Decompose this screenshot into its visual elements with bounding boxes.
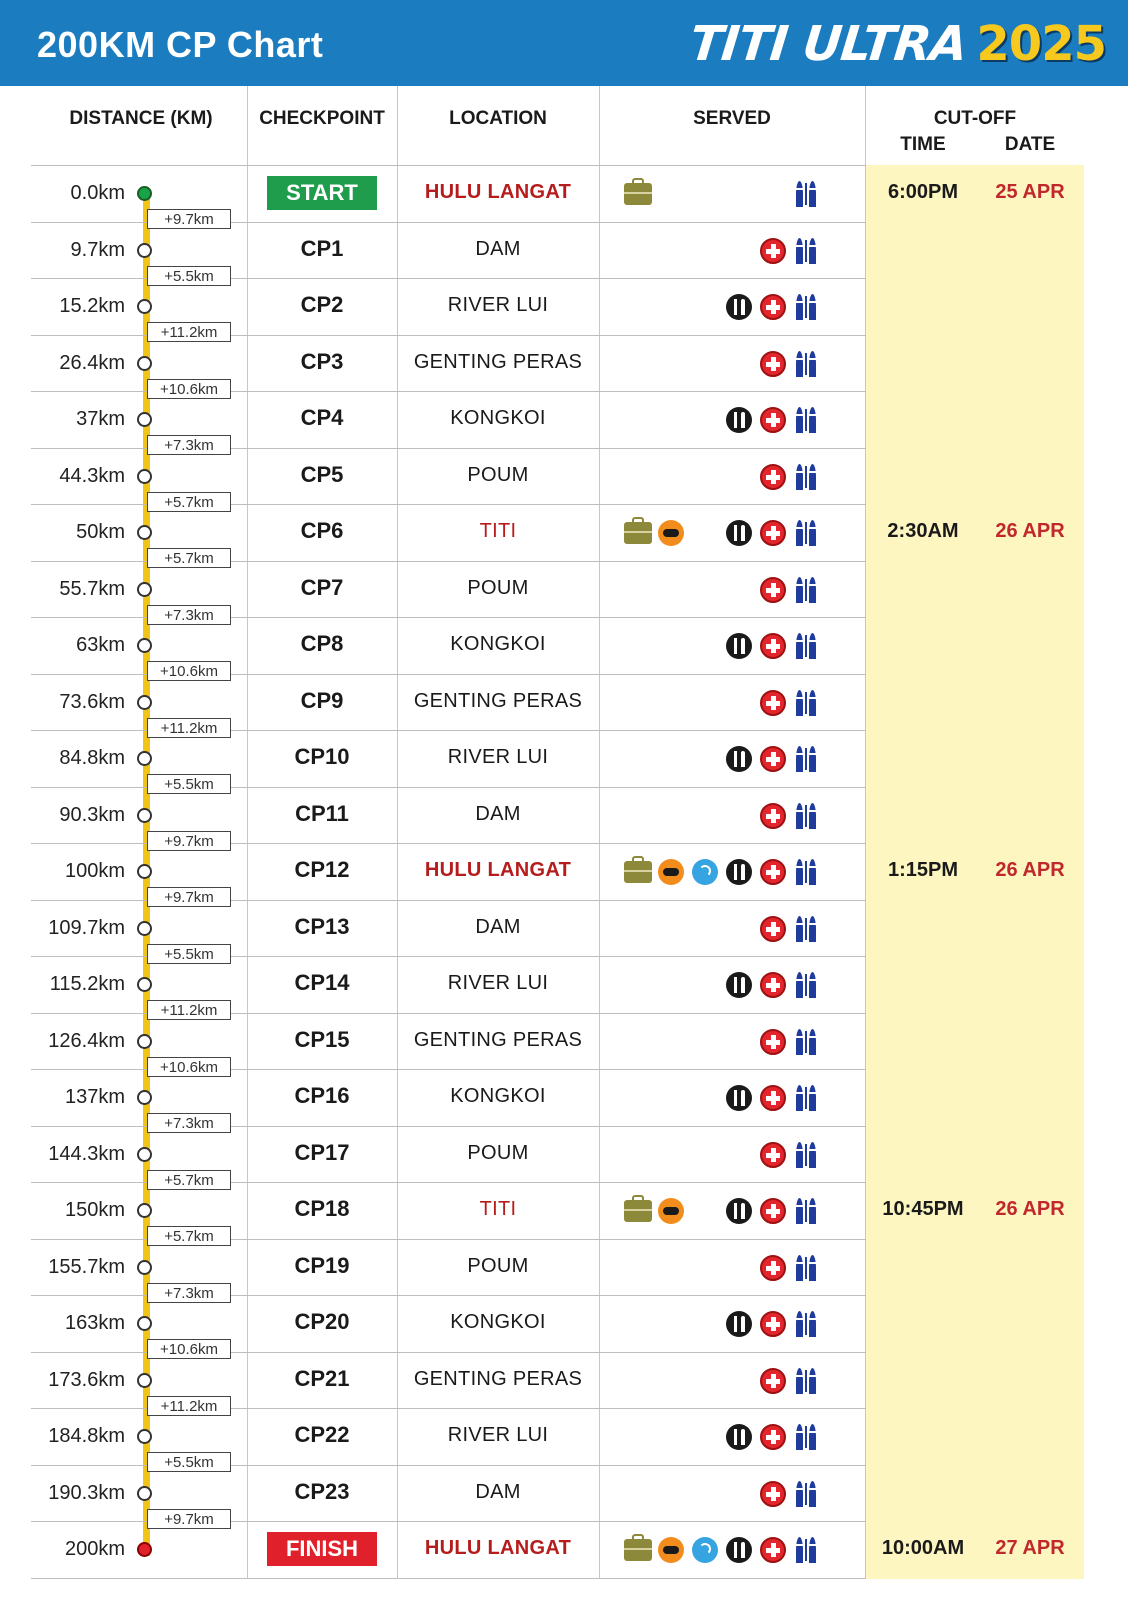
food-icon: [726, 746, 752, 772]
segment-distance-label: +10.6km: [147, 1057, 231, 1077]
location-name: GENTING PERAS: [413, 1028, 583, 1051]
distance-value: 26.4km: [59, 351, 125, 374]
route-node-marker: [137, 695, 152, 710]
location-name: RIVER LUI: [447, 746, 549, 768]
location-name: POUM: [467, 576, 529, 599]
distance-value: 200km: [64, 1538, 125, 1560]
checkpoint-name: CP18: [294, 1196, 350, 1221]
distance-value: 55.7km: [59, 577, 125, 600]
medical-icon: [760, 238, 786, 264]
location-name: POUM: [467, 463, 529, 486]
route-node-marker: [137, 186, 152, 201]
checkpoint-name: CP11: [295, 800, 349, 826]
route-node-marker: [137, 525, 152, 540]
drop-bag-icon: [624, 1200, 652, 1222]
toilet-icon: [792, 1537, 820, 1563]
segment-distance-label: +10.6km: [147, 379, 231, 399]
table-row: [0, 165, 1128, 228]
segment-distance-label: +10.6km: [147, 1339, 231, 1359]
sleep-icon: [658, 1198, 684, 1224]
toilet-icon: [792, 1368, 820, 1394]
location-name: KONGKOI: [450, 633, 546, 655]
segment-distance-label: +11.2km: [147, 322, 231, 342]
food-icon: [726, 633, 752, 659]
event-logo: [687, 16, 1106, 72]
distance-value: 115.2km: [49, 973, 125, 995]
route-node-marker: [137, 864, 152, 879]
checkpoint-name: CP17: [294, 1139, 350, 1165]
medical-icon: [760, 1368, 786, 1394]
toilet-icon: [792, 577, 820, 603]
medical-icon: [760, 633, 786, 659]
distance-value: 184.8km: [48, 1425, 125, 1447]
column-header-checkpoint: CHECKPOINT: [259, 108, 385, 129]
logo-name: TITI ULTRA: [687, 16, 970, 72]
route-node-marker: [137, 356, 152, 371]
medical-icon: [760, 1198, 786, 1224]
toilet-icon: [792, 520, 820, 546]
cutoff-date: 26 APR: [995, 1198, 1065, 1220]
checkpoint-name: CP2: [300, 292, 344, 317]
route-node-marker: [137, 1034, 152, 1049]
checkpoint-name: CP8: [300, 631, 344, 656]
route-node-marker: [137, 977, 152, 992]
route-node-marker: [137, 1316, 152, 1331]
location-name: KONGKOI: [450, 407, 546, 429]
page-header: [0, 0, 1128, 86]
location-name: POUM: [467, 1141, 529, 1164]
location-name: RIVER LUI: [447, 972, 549, 994]
medical-icon: [760, 1537, 786, 1563]
segment-distance-label: +7.3km: [147, 1283, 231, 1303]
checkpoint-name: CP22: [294, 1422, 350, 1447]
toilet-icon: [792, 407, 820, 433]
location-name: DAM: [475, 1480, 521, 1503]
drop-bag-icon: [624, 861, 652, 883]
drop-bag-icon: [624, 522, 652, 544]
location-name: DAM: [475, 237, 521, 260]
drop-bag-icon: [624, 183, 652, 205]
route-node-marker: [137, 1486, 152, 1501]
medical-icon: [760, 690, 786, 716]
distance-value: 73.6km: [59, 690, 125, 713]
segment-distance-label: +7.3km: [147, 605, 231, 625]
location-name: DAM: [475, 915, 521, 938]
medical-icon: [760, 1255, 786, 1281]
food-icon: [726, 1198, 752, 1224]
segment-distance-label: +11.2km: [147, 1396, 231, 1416]
cutoff-date: 26 APR: [995, 520, 1065, 542]
toilet-icon: [792, 1424, 820, 1450]
cutoff-time: 10:00AM: [881, 1537, 965, 1559]
row-divider: [31, 1578, 866, 1579]
segment-distance-label: +5.5km: [147, 774, 231, 794]
medical-icon: [760, 577, 786, 603]
distance-value: 63km: [76, 634, 125, 656]
location-name: KONGKOI: [450, 1085, 546, 1107]
distance-value: 150km: [64, 1199, 125, 1221]
column-header-location: LOCATION: [449, 108, 547, 129]
toilet-icon: [792, 916, 820, 942]
distance-value: 163km: [64, 1312, 125, 1334]
medical-icon: [760, 407, 786, 433]
medical-icon: [760, 1085, 786, 1111]
food-icon: [726, 1424, 752, 1450]
route-node-marker: [137, 1373, 152, 1388]
segment-distance-label: +5.7km: [147, 1226, 231, 1246]
medical-icon: [760, 1142, 786, 1168]
checkpoint-name: CP12: [294, 857, 350, 882]
distance-value: 173.6km: [48, 1368, 125, 1391]
distance-value: 90.3km: [59, 803, 125, 826]
segment-distance-label: +5.5km: [147, 1452, 231, 1472]
route-node-marker: [137, 243, 152, 258]
distance-value: 9.7km: [70, 238, 125, 261]
food-icon: [726, 407, 752, 433]
segment-distance-label: +5.7km: [147, 1170, 231, 1190]
location-name: GENTING PERAS: [413, 1367, 583, 1390]
cutoff-time: 6:00PM: [887, 181, 959, 203]
toilet-icon: [792, 633, 820, 659]
checkpoint-name: CP15: [294, 1026, 350, 1052]
checkpoint-name: CP14: [294, 970, 350, 995]
medical-icon: [760, 1029, 786, 1055]
food-icon: [726, 1085, 752, 1111]
location-name: HULU LANGAT: [424, 859, 572, 881]
medical-icon: [760, 972, 786, 998]
segment-distance-label: +11.2km: [147, 718, 231, 738]
sleep-icon: [658, 1537, 684, 1563]
sleep-icon: [658, 859, 684, 885]
toilet-icon: [792, 803, 820, 829]
distance-value: 155.7km: [48, 1255, 125, 1278]
route-node-marker: [137, 1260, 152, 1275]
checkpoint-name: CP21: [294, 1365, 350, 1391]
toilet-icon: [792, 1198, 820, 1224]
segment-distance-label: +7.3km: [147, 435, 231, 455]
segment-distance-label: +7.3km: [147, 1113, 231, 1133]
shower-icon: [692, 1537, 718, 1563]
medical-icon: [760, 1481, 786, 1507]
route-node-marker: [137, 469, 152, 484]
page-title: 200KM CP Chart: [37, 24, 324, 65]
checkpoint-name: CP9: [300, 687, 344, 713]
segment-distance-label: +9.7km: [147, 831, 231, 851]
route-node-marker: [137, 412, 152, 427]
checkpoint-name: CP4: [300, 405, 344, 430]
location-name: KONGKOI: [450, 1311, 546, 1333]
toilet-icon: [792, 1311, 820, 1337]
toilet-icon: [792, 1255, 820, 1281]
toilet-icon: [792, 1481, 820, 1507]
route-node-marker: [137, 1203, 152, 1218]
route-node-marker: [137, 299, 152, 314]
medical-icon: [760, 916, 786, 942]
toilet-icon: [792, 1085, 820, 1111]
column-header-served: SERVED: [693, 108, 771, 129]
toilet-icon: [792, 1029, 820, 1055]
checkpoint-name: CP10: [294, 744, 350, 769]
cutoff-time: 2:30AM: [887, 520, 959, 542]
cutoff-time: 1:15PM: [887, 859, 959, 881]
column-header-time: TIME: [900, 134, 946, 155]
toilet-icon: [792, 746, 820, 772]
toilet-icon: [792, 238, 820, 264]
checkpoint-name: CP16: [294, 1083, 350, 1108]
segment-distance-label: +5.7km: [147, 548, 231, 568]
checkpoint-name: CP19: [294, 1252, 350, 1278]
toilet-icon: [792, 351, 820, 377]
toilet-icon: [792, 972, 820, 998]
distance-value: 100km: [64, 860, 125, 882]
distance-value: 37km: [76, 408, 125, 430]
segment-distance-label: +5.5km: [147, 266, 231, 286]
route-node-marker: [137, 1147, 152, 1162]
segment-distance-label: +9.7km: [147, 209, 231, 229]
route-node-marker: [137, 1090, 152, 1105]
food-icon: [726, 972, 752, 998]
medical-icon: [760, 294, 786, 320]
location-name: HULU LANGAT: [424, 1537, 572, 1559]
location-name: HULU LANGAT: [424, 181, 572, 203]
distance-value: 50km: [76, 521, 125, 543]
toilet-icon: [792, 294, 820, 320]
route-node-marker: [137, 921, 152, 936]
column-header-date: DATE: [1004, 134, 1056, 155]
segment-distance-label: +9.7km: [147, 887, 231, 907]
checkpoint-name: CP23: [294, 1478, 350, 1504]
location-name: RIVER LUI: [447, 1424, 549, 1446]
distance-value: 126.4km: [48, 1029, 125, 1052]
distance-value: 109.7km: [48, 916, 125, 939]
logo-year: 2025: [976, 16, 1106, 72]
food-icon: [726, 294, 752, 320]
toilet-icon: [792, 1142, 820, 1168]
distance-value: 190.3km: [48, 1481, 125, 1504]
distance-value: 144.3km: [48, 1142, 125, 1165]
checkpoint-name: CP13: [294, 913, 350, 939]
route-node-marker: [137, 638, 152, 653]
location-name: DAM: [475, 802, 521, 825]
cutoff-time: 10:45PM: [882, 1198, 964, 1220]
start-badge: START: [267, 176, 377, 210]
route-node-marker: [137, 808, 152, 823]
cutoff-date: 25 APR: [995, 181, 1065, 203]
food-icon: [726, 1537, 752, 1563]
distance-value: 44.3km: [59, 464, 125, 487]
food-icon: [726, 859, 752, 885]
checkpoint-name: CP7: [300, 574, 344, 600]
segment-distance-label: +5.5km: [147, 944, 231, 964]
segment-distance-label: +9.7km: [147, 1509, 231, 1529]
distance-value: 15.2km: [59, 295, 125, 317]
distance-value: 0.0km: [70, 182, 125, 204]
checkpoint-name: CP20: [294, 1309, 350, 1334]
location-name: TITI: [479, 1198, 517, 1220]
medical-icon: [760, 520, 786, 546]
shower-icon: [692, 859, 718, 885]
distance-value: 84.8km: [59, 747, 125, 769]
column-header-distance: DISTANCE (KM): [69, 108, 213, 129]
toilet-icon: [792, 690, 820, 716]
checkpoint-name: CP3: [300, 348, 344, 374]
drop-bag-icon: [624, 1539, 652, 1561]
checkpoint-name: CP1: [300, 235, 344, 261]
segment-distance-label: +11.2km: [147, 1000, 231, 1020]
route-node-marker: [137, 751, 152, 766]
medical-icon: [760, 746, 786, 772]
location-name: GENTING PERAS: [413, 350, 583, 373]
distance-value: 137km: [64, 1086, 125, 1108]
medical-icon: [760, 803, 786, 829]
medical-icon: [760, 859, 786, 885]
cutoff-date: 27 APR: [995, 1537, 1065, 1559]
segment-distance-label: +5.7km: [147, 492, 231, 512]
column-header-cutoff: CUT-OFF: [933, 108, 1017, 129]
checkpoint-name: CP6: [300, 518, 344, 543]
row-divider: [31, 165, 866, 166]
sleep-icon: [658, 520, 684, 546]
location-name: POUM: [467, 1254, 529, 1277]
route-node-marker: [137, 1542, 152, 1557]
finish-badge: FINISH: [267, 1532, 377, 1566]
location-name: TITI: [479, 520, 517, 542]
toilet-icon: [792, 859, 820, 885]
cutoff-date: 26 APR: [995, 859, 1065, 881]
medical-icon: [760, 1424, 786, 1450]
medical-icon: [760, 351, 786, 377]
location-name: RIVER LUI: [447, 294, 549, 316]
route-node-marker: [137, 582, 152, 597]
toilet-icon: [792, 464, 820, 490]
location-name: GENTING PERAS: [413, 689, 583, 712]
segment-distance-label: +10.6km: [147, 661, 231, 681]
medical-icon: [760, 1311, 786, 1337]
checkpoint-name: CP5: [300, 461, 344, 487]
food-icon: [726, 1311, 752, 1337]
toilet-icon: [792, 181, 820, 207]
medical-icon: [760, 464, 786, 490]
route-node-marker: [137, 1429, 152, 1444]
food-icon: [726, 520, 752, 546]
